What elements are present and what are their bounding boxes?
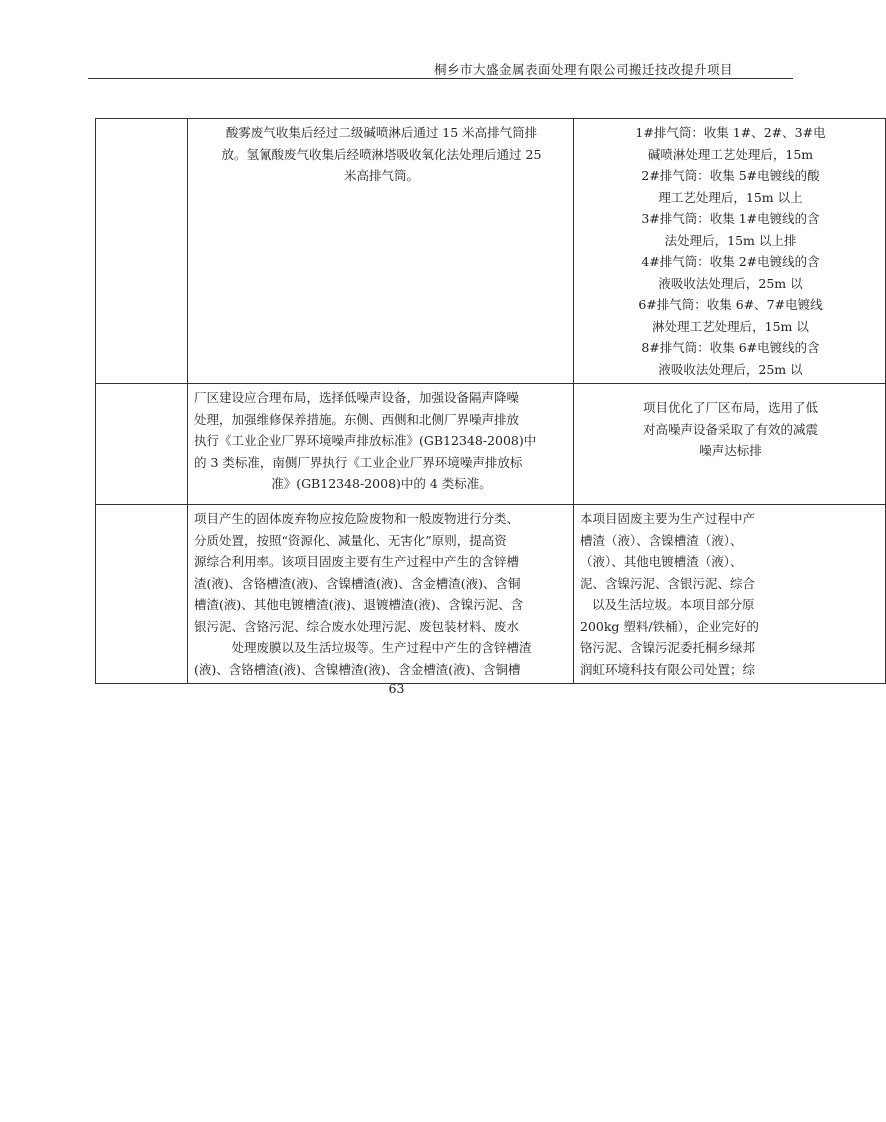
text-line: 8#排气筒：收集 6#电镀线的含: [641, 340, 820, 355]
implementation-cell: [574, 119, 886, 384]
page-number: 63: [388, 681, 405, 696]
implementation-cell: [574, 505, 886, 684]
text-line: 铬污泥、含镍污泥委托桐乡绿邦: [580, 640, 756, 655]
requirement-cell: [188, 384, 574, 505]
document-title: 桐乡市大盛金属表面处理有限公司搬迁技改提升项目: [433, 62, 733, 77]
text-line: 酸雾废气收集后经过二级碱喷淋后通过 15 米高排气筒排: [225, 125, 538, 140]
text-line: 项目产生的固体废弃物应按危险废物和一般废物进行分类、: [194, 511, 520, 526]
category-cell: [96, 119, 188, 384]
text-line: 液吸收法处理后，25m 以: [658, 361, 803, 377]
text-line: 米高排气筒。: [343, 168, 419, 183]
category-cell: [96, 505, 188, 684]
text-line: 噪声达标排: [699, 443, 762, 458]
text-line: 本项目固废主要为生产过程中产: [580, 511, 756, 526]
measures-table: [95, 118, 886, 684]
text-line: 处理废膜以及生活垃圾等。生产过程中产生的含锌槽渣: [231, 640, 532, 655]
text-line: 4#排气筒：收集 2#电镀线的含: [641, 254, 820, 269]
requirement-cell: [188, 119, 574, 384]
text-line: 的 3 类标准，南侧厂界执行《工业企业厂界环境噪声排放标: [194, 454, 523, 470]
text-line: 法处理后，15m 以上排: [664, 232, 797, 248]
text-line: 槽渣(液)、其他电镀槽渣(液)、退镀槽渣(液)、含镍污泥、含: [194, 597, 524, 612]
text-line: 放。氢氰酸废气收集后经喷淋塔吸收氧化法处理后通过 25: [221, 146, 542, 162]
text-line: 槽渣（液）、含镍槽渣（液）、: [580, 532, 743, 548]
text-line: 液吸收法处理后，25m 以: [658, 275, 803, 291]
text-line: 润虹环境科技有限公司处置；综: [580, 661, 756, 677]
measures-table-container: [95, 118, 826, 677]
text-line: 1#排气筒：收集 1#、2#、3#电: [635, 125, 826, 140]
text-line: 200kg 塑料/铁桶），企业完好的: [580, 618, 759, 634]
text-line: 以及生活垃圾。本项目部分原: [592, 597, 755, 612]
text-line: 对高噪声设备采取了有效的减震: [642, 421, 818, 437]
text-line: 6#排气筒：收集 6#、7#电镀线: [638, 297, 823, 312]
text-line: 银污泥、含铬污泥、综合废水处理污泥、废包装材料、废水: [194, 618, 520, 634]
text-line: 源综合利用率。该项目固废主要有生产过程中产生的含锌槽: [194, 554, 520, 569]
table-row: [96, 384, 886, 505]
text-line: 执行《工业企业厂界环境噪声排放标准》(GB12348-2008)中: [194, 433, 537, 448]
text-line: 3#排气筒：收集 1#电镀线的含: [641, 211, 820, 226]
text-line: 厂区建设应合理布局，选择低噪声设备，加强设备隔声降噪: [194, 390, 520, 405]
category-cell: [96, 384, 188, 505]
implementation-cell: [574, 384, 886, 505]
text-line: 准》(GB12348-2008)中的 4 类标准。: [271, 476, 492, 491]
text-line: 项目优化了厂区布局，选用了低: [642, 400, 818, 415]
text-line: 2#排气筒：收集 5#电镀线的酸: [641, 168, 820, 183]
page-header: [88, 58, 793, 79]
text-line: （液）、其他电镀槽渣（液）、: [580, 554, 743, 569]
text-line: 渣(液)、含铬槽渣(液)、含镍槽渣(液)、含金槽渣(液)、含铜: [194, 575, 521, 591]
text-line: 分质处置，按照“资源化、减量化、无害化”原则，提高资: [194, 532, 507, 548]
requirement-cell: [188, 505, 574, 684]
text-line: 碱喷淋处理工艺处理后，15m: [647, 146, 814, 162]
text-line: (液)、含铬槽渣(液)、含镍槽渣(液)、含金槽渣(液)、含铜槽: [194, 661, 521, 677]
table-row: [96, 505, 886, 684]
text-line: 泥、含镍污泥、含银污泥、综合: [580, 575, 756, 591]
table-row: [96, 119, 886, 384]
text-line: 淋处理工艺处理后，15m 以: [652, 318, 809, 334]
text-line: 处理，加强维修保养措施。东侧、西侧和北侧厂界噪声排放: [194, 411, 520, 427]
text-line: 理工艺处理后，15m 以上: [658, 189, 803, 205]
